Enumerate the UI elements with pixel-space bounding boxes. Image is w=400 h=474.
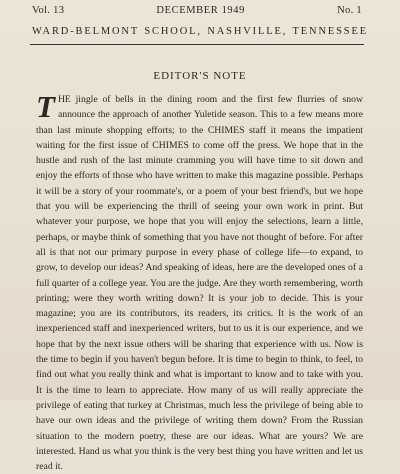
issue-date: DECEMBER 1949: [156, 5, 245, 16]
article-title: EDITOR'S NOTE: [153, 70, 247, 82]
drop-cap: T: [36, 89, 55, 124]
volume-label: Vol. 13: [32, 5, 65, 16]
masthead: [32, 5, 362, 16]
header-divider: [30, 44, 364, 45]
article-text: HE jingle of bells in the dining room and the first few flurries of snow announce the approach of another Yuletide season. This to a few means more than last minute shopping efforts; to the CHIMES staff it means the impatient waiting for the first issue of CHIMES to come off the press. We hope that in the hustle and rush of the last minute cramming you will have time to sit down and enjoy the efforts of those who have written to make this magazine possible. Perhaps it will be a story of your roommate's, or a poem of your best friend's, but we hope that you will be experiencing the thrill of seeing your own work in print. But whatever your purpose, we hope that you will enjoy the selections, learn a little, perhaps, or maybe think of something that you have not thought of before. For after all is that not our primary purpose in every phase of college life—to expand, to grow, to develop our ideas? And speaking of ideas, here are the developed ones of a full quarter of a college year. You are the judge. Are they worth remembering, worth printing; were they worth writing down? It is your job to decide. This is your magazine; you are its contributors, its readers, its critics. It is the work of an inexperienced staff and inexperienced writers, but to us it is our experience, and we hope that by the next issue others will be sharing that experience with us. Now is the time to begin if you haven't begun before. It is time to begin to think, to feel, to find out what you really think and what is important to know and to take with you. It is the time to learn to appreciate. How many of us will really appreciate the privilege of eating that turkey at Christmas, much less the privilege of being able to have our own ideas and the privilege of writing them down? From the Russian situation to the modern poetry, these are our ideas. What are yours? We are interested. Hand us what you think is the very best thing you have written and let us read it.: [36, 94, 363, 473]
article-body: [36, 89, 363, 474]
school-line: WARD-BELMONT SCHOOL, NASHVILLE, TENNESSEE: [32, 26, 368, 37]
issue-number: No. 1: [337, 5, 362, 16]
